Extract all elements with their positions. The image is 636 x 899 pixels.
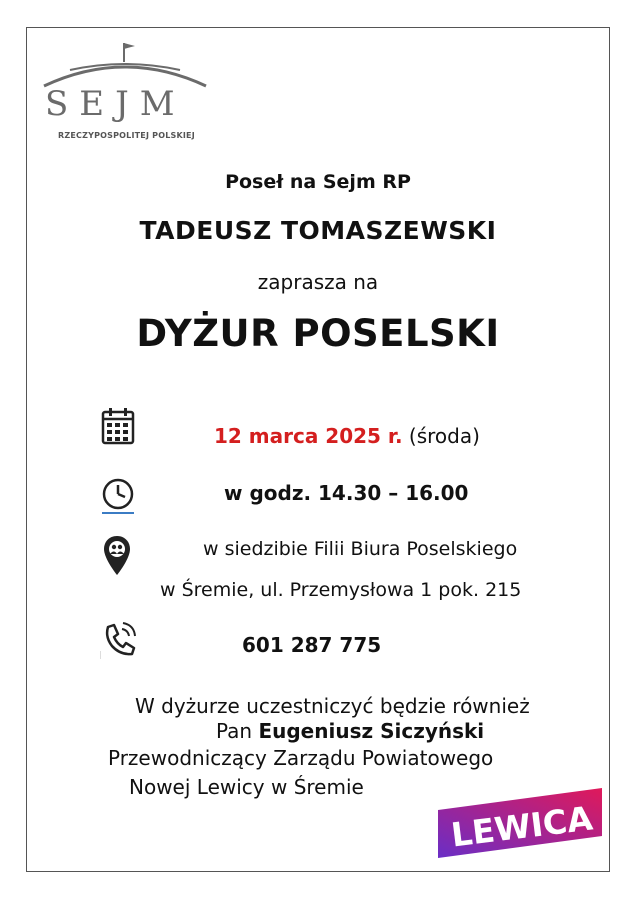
guest-name: Eugeniusz Siczyński xyxy=(258,719,485,743)
location-line-2: w Śremie, ul. Przemysłowa 1 pok. 215 xyxy=(160,579,522,601)
mp-name: TADEUSZ TOMASZEWSKI xyxy=(139,216,497,245)
location-line-1: w siedzibie Filii Biura Poselskiego xyxy=(203,538,518,560)
lewica-logo-text: LEWICA xyxy=(448,798,595,855)
phone-icon xyxy=(100,619,140,659)
announcement-line-2 xyxy=(216,719,484,743)
phone-number: 601 287 775 xyxy=(242,633,382,657)
weekday: (środa) xyxy=(402,424,480,448)
sejm-logo-letters: SEJM xyxy=(45,84,186,124)
announcement-line-1: W dyżurze uczestniczyć będzie również xyxy=(135,694,530,718)
announcement-prefix: Pan xyxy=(216,719,259,743)
event-title: DYŻUR POSELSKI xyxy=(136,312,500,355)
lewica-logo xyxy=(438,788,604,858)
date-value: 12 marca 2025 r. xyxy=(214,424,403,448)
time-line: w godz. 14.30 – 16.00 xyxy=(224,481,469,505)
announcement-line-4: Nowej Lewicy w Śremie xyxy=(129,775,364,799)
clock-icon xyxy=(100,476,136,516)
sejm-logo-dome xyxy=(40,38,210,90)
posel-line: Poseł na Sejm RP xyxy=(225,171,411,193)
location-pin-icon xyxy=(103,535,131,577)
announcement-line-3: Przewodniczący Zarządu Powiatowego xyxy=(108,746,494,770)
date-line xyxy=(214,424,480,448)
calendar-icon xyxy=(101,407,135,445)
sejm-logo-subtitle: RZECZYPOSPOLITEJ POLSKIEJ xyxy=(58,131,195,140)
invites-line: zaprasza na xyxy=(257,270,379,294)
